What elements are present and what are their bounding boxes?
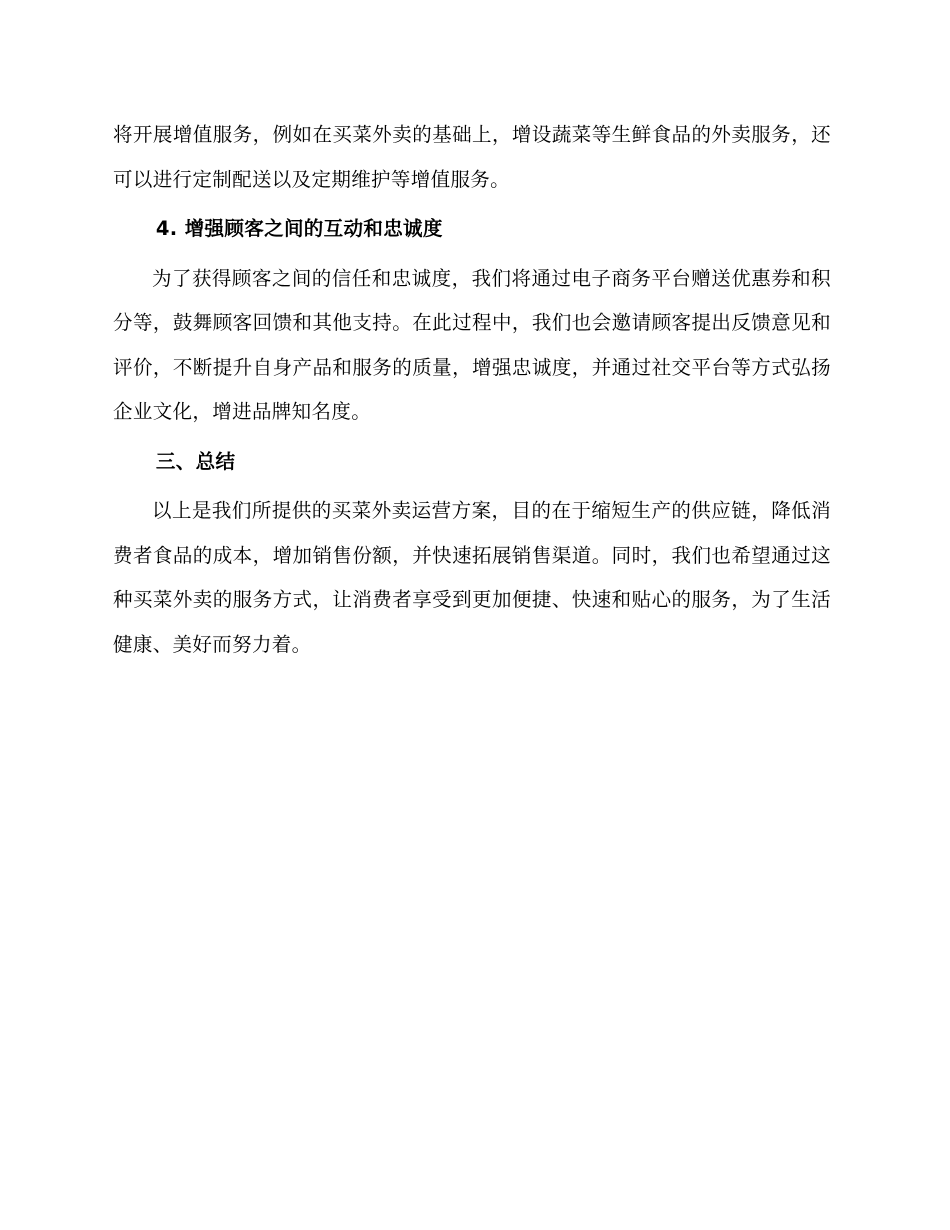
paragraph-summary: 以上是我们所提供的买菜外卖运营方案，目的在于缩短生产的供应链，降低消费者食品的成本，增加销售份额，并快速拓展销售渠道。同时，我们也希望通过这种买菜外卖的服务方式，让消费者享受到更加便捷、快速和贴心的服务，为了生活健康、美好而努力着。 bbox=[113, 499, 831, 656]
document-body bbox=[113, 113, 831, 667]
section-heading-customer-interaction: 4. 增强顾客之间的互动和忠诚度 bbox=[155, 217, 443, 240]
section-heading-summary: 三、总结 bbox=[155, 449, 236, 473]
paragraph-value-added-services: 将开展增值服务，例如在买菜外卖的基础上，增设蔬菜等生鲜食品的外卖服务，还可以进行定制配送以及定期维护等增值服务。 bbox=[113, 123, 831, 191]
paragraph-customer-loyalty: 为了获得顾客之间的信任和忠诚度，我们将通过电子商务平台赠送优惠券和积分等，鼓舞顾客回馈和其他支持。在此过程中，我们也会邀请顾客提出反馈意见和评价，不断提升自身产品和服务的质量，增强忠诚度，并通过社交平台等方式弘扬企业文化，增进品牌知名度。 bbox=[113, 266, 831, 423]
